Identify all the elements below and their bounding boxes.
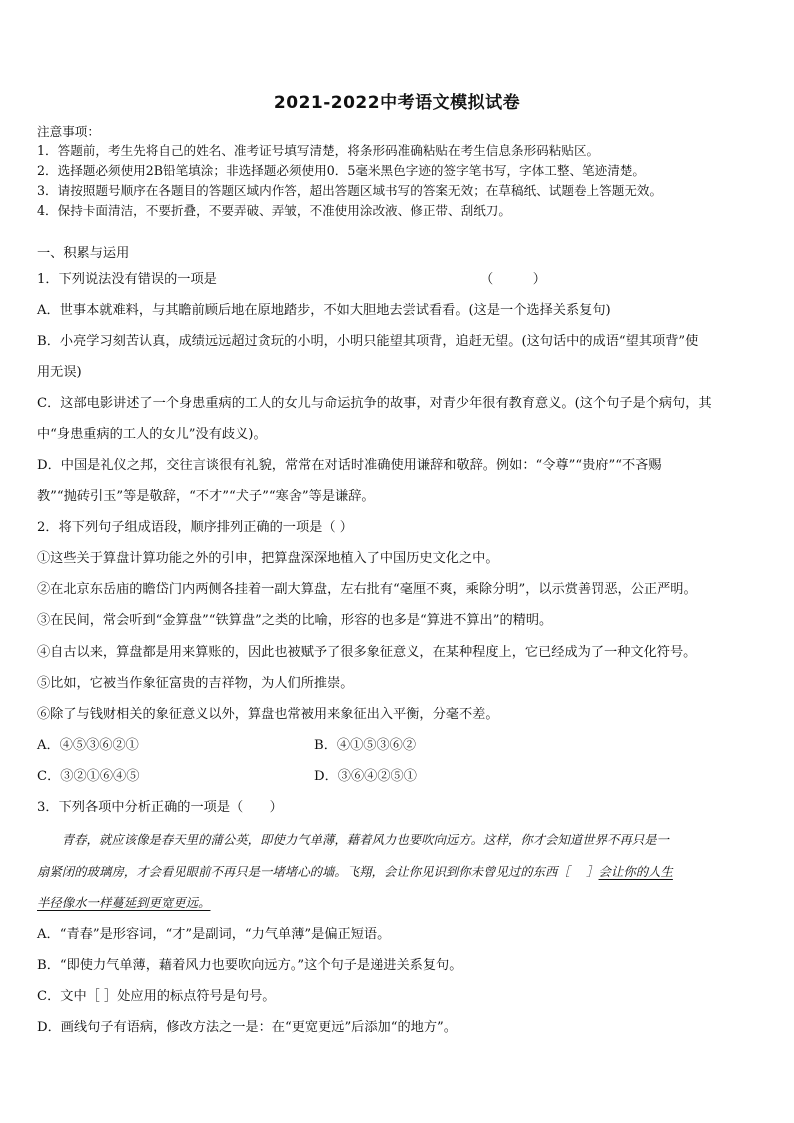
notice-item-4: 4．保持卡面清洁，不要折叠，不要弄破、弄皱，不准使用涂改液、修正带、刮纸刀。	[37, 203, 511, 218]
q1-stem: 1．下列说法没有错误的一项是	[37, 272, 217, 287]
q2-sentence-6: ⑥除了与钱财相关的象征意义以外，算盘也常被用来象征出入平衡，分毫不差。	[37, 707, 499, 722]
q2-sentence-4: ④自古以来，算盘都是用来算账的，因此也被赋予了很多象征意义，在某种程度上，它已经成为了一种文化符号。	[37, 645, 697, 660]
q1-option-b-line1: B．小亮学习刻苦认真，成绩远远超过贪玩的小明，小明只能望其项背，追赶无望。(这句话中的成语“望其项背”使	[37, 334, 699, 349]
q3-stem: 3．下列各项中分析正确的一项是（ ）	[37, 800, 283, 815]
q3-passage-line2-text: 扇紧闭的玻璃房，才会看见眼前不再只是一堵堵心的墙。飞翔，会让你见识到你未曾见过的东西［ ］	[37, 864, 599, 879]
q3-option-b: B．“即使力气单薄，藉着风力也要吹向远方。”这个句子是递进关系复句。	[37, 958, 463, 973]
q1-option-c-line2: 中“身患重病的工人的女儿”没有歧义)。	[37, 427, 267, 442]
notice-heading: 注意事项：	[37, 124, 100, 139]
q3-option-d: D．画线句子有语病，修改方法之一是：在“更宽更远”后添加“的地方”。	[37, 1020, 457, 1035]
q1-option-d-line1: D．中国是礼仪之邦，交往言谈很有礼貌，常常在对话时准确使用谦辞和敬辞。例如：“令尊”“贵府”“不吝赐	[37, 458, 662, 473]
q1-option-d-line2: 教”“抛砖引玉”等是敬辞，“不才”“犬子”“寒舍”等是谦辞。	[37, 489, 375, 504]
q2-option-b: B．④①⑤③⑥②	[314, 738, 417, 753]
notice-item-3: 3．请按照题号顺序在各题目的答题区域内作答，超出答题区域书写的答案无效；在草稿纸、试题卷上答题无效。	[37, 183, 663, 198]
q1-answer-paren: （ ）	[480, 272, 546, 287]
q3-underlined-sentence-start: 会让你的人生	[598, 864, 673, 879]
q2-sentence-5: ⑤比如，它被当作象征富贵的吉祥物，为人们所推崇。	[37, 676, 354, 691]
q2-option-a: A．④⑤③⑥②①	[37, 738, 139, 753]
q2-sentence-3: ③在民间，常会听到“金算盘”“铁算盘”之类的比喻，形容的也多是“算进不算出”的精明。	[37, 613, 553, 628]
q3-option-a: A．“青春”是形容词，“才”是副词，“力气单薄”是偏正短语。	[37, 927, 391, 942]
q1-option-a: A．世事本就难料，与其瞻前顾后地在原地踏步，不如大胆地去尝试看看。(这是一个选择关系复句)	[37, 303, 611, 318]
q3-option-c: C．文中［ ］处应用的标点符号是句号。	[37, 989, 276, 1004]
q3-underlined-sentence-end: 半径像水一样蔓延到更宽更远。	[37, 895, 211, 910]
notice-item-1: 1．答题前，考生先将自己的姓名、准考证号填写清楚，将条形码准确粘贴在考生信息条形码粘贴区。	[37, 143, 600, 158]
q1-option-b-line2: 用无误)	[37, 365, 82, 380]
q3-passage-line2	[37, 862, 759, 882]
q2-sentence-2: ②在北京东岳庙的瞻岱门内两侧各挂着一副大算盘，左右批有“毫厘不爽，乘除分明”，以示赏善罚恶，公正严明。	[37, 582, 697, 597]
q2-stem: 2．将下列句子组成语段，顺序排列正确的一项是（ ）	[37, 520, 353, 535]
q2-option-d: D．③⑥④②⑤①	[314, 769, 417, 784]
q3-passage-line1: 青春，就应该像是春天里的蒲公英，即使力气单薄，藉着风力也要吹向远方。这样，你才会知道世界不再只是一	[37, 832, 669, 847]
q1-option-c-line1: C．这部电影讲述了一个身患重病的工人的女儿与命运抗争的故事，对青少年很有教育意义。(这个句子是个病句，其	[37, 396, 712, 411]
page-title: 2021-2022中考语文模拟试卷	[273, 93, 521, 113]
notice-item-2: 2．选择题必须使用2B铅笔填涂；非选择题必须使用0．5毫米黑色字迹的签字笔书写，字体工整、笔迹清楚。	[37, 163, 646, 178]
q2-sentence-1: ①这些关于算盘计算功能之外的引申，把算盘深深地植入了中国历史文化之中。	[37, 551, 499, 566]
section-heading: 一、积累与运用	[37, 246, 130, 261]
q2-option-c: C．③②①⑥④⑤	[37, 769, 140, 784]
